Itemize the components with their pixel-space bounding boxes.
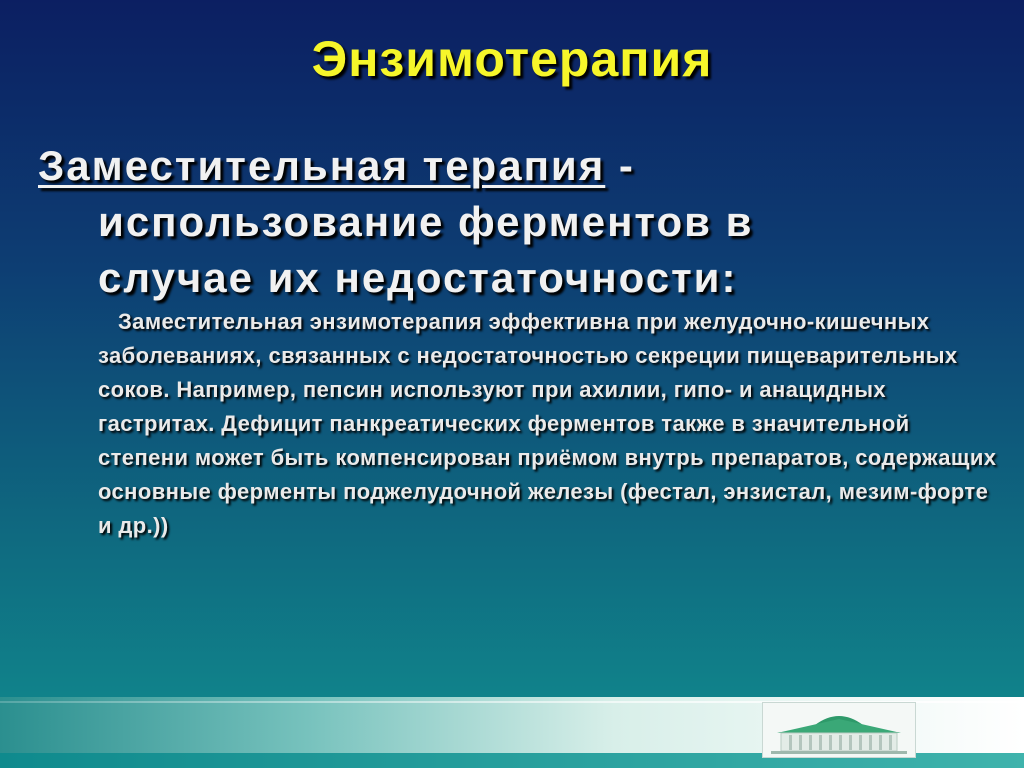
heading-term: Заместительная терапия bbox=[38, 142, 606, 189]
heading-line-3: случае их недостаточности: bbox=[98, 254, 738, 301]
main-heading bbox=[38, 138, 998, 306]
heading-line-2: использование ферментов в bbox=[98, 198, 754, 245]
building-ground bbox=[771, 751, 907, 754]
building-icon bbox=[762, 702, 916, 758]
building-icon-svg bbox=[763, 703, 915, 757]
slide-title: Энзимотерапия bbox=[311, 31, 713, 87]
heading-dash: - bbox=[605, 142, 635, 189]
body-paragraph bbox=[98, 305, 998, 543]
body-text: Заместительная энзимотерапия эффективна при желудочно-кишечных заболеваниях, связанных с недостаточностью секреции пищеварительных соков. Например, пепсин используют при ахилии, гипо- и анацидных гастритах. Дефицит панкреатических ферментов также в значительной степени может быть компенсирован приёмом внутрь препаратов, содержащих основные ферменты поджелудочной железы (фестал, энзистал, мезим-форте и др.)) bbox=[98, 309, 997, 538]
